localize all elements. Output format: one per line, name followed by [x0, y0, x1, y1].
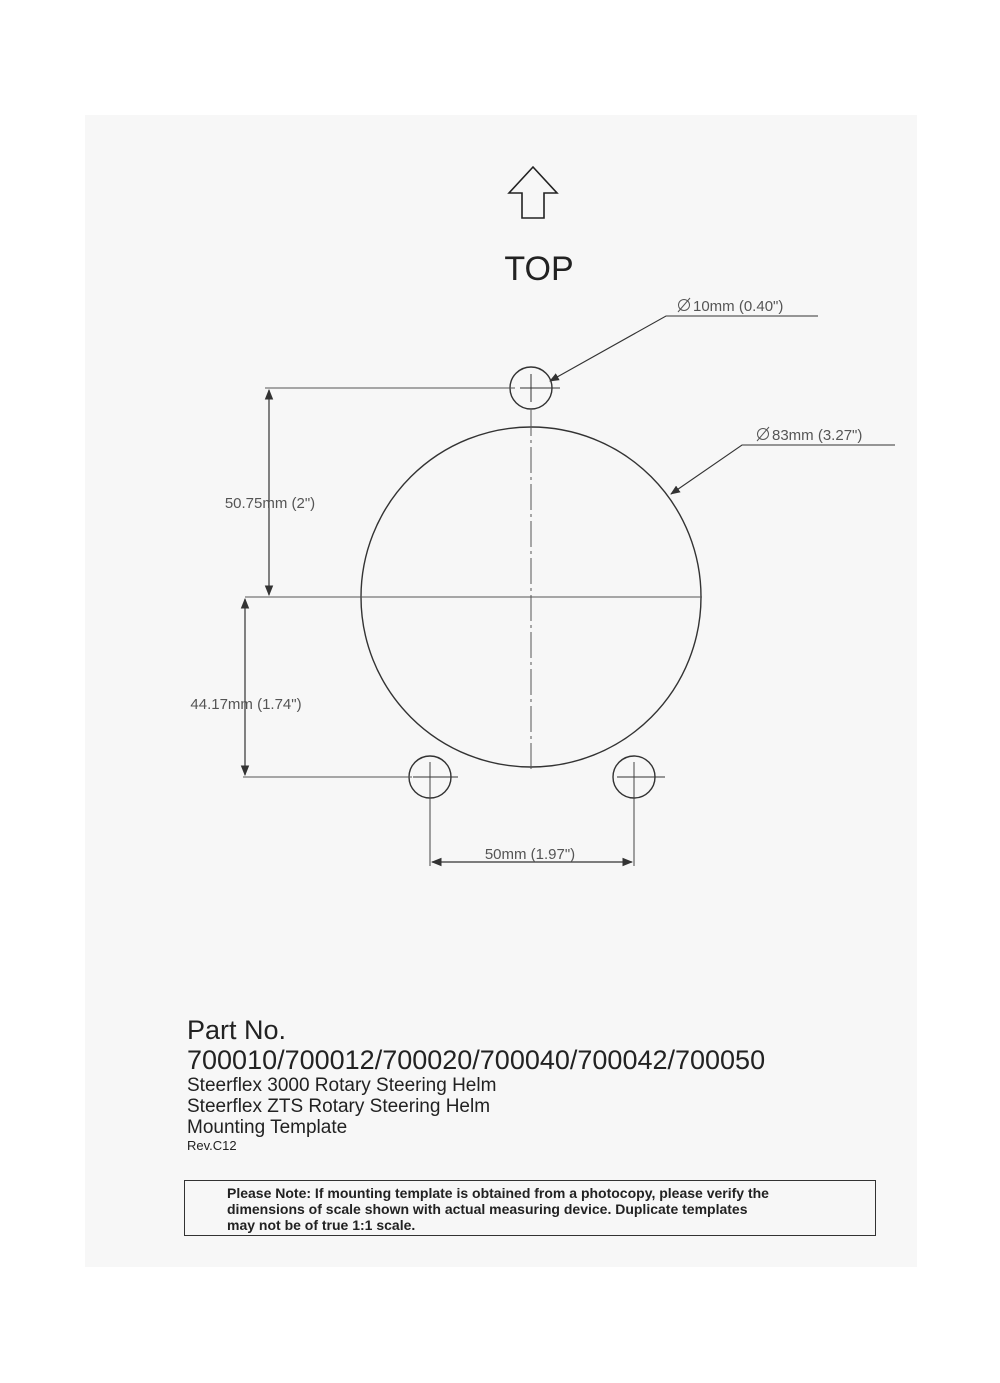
top-offset-dimension-text: 50.75mm (2")	[224, 495, 316, 512]
up-arrow-icon	[509, 167, 557, 218]
note-line-3: may not be of true 1:1 scale.	[227, 1217, 416, 1233]
template-title: Mounting Template	[187, 1117, 348, 1138]
large-hole-leader-line	[671, 445, 895, 494]
diameter-symbol-slash	[757, 427, 769, 441]
product-line-2: Steerflex ZTS Rotary Steering Helm	[187, 1096, 491, 1117]
scale-note-text	[227, 1185, 875, 1233]
product-line-1: Steerflex 3000 Rotary Steering Helm	[187, 1075, 497, 1096]
revision-label: Rev.C12	[187, 1138, 237, 1153]
note-line-2: dimensions of scale shown with actual measuring device. Duplicate templates	[227, 1201, 748, 1217]
small-hole-leader-line	[550, 316, 818, 381]
part-numbers: 700010/700012/700020/700040/700042/700050	[187, 1045, 766, 1075]
scale-note-box	[184, 1180, 876, 1236]
note-line-1: Please Note: If mounting template is obtained from a photocopy, please verify the	[227, 1185, 769, 1201]
title-block	[187, 1015, 765, 1154]
large-hole-diameter-text: 83mm (3.27")	[772, 427, 863, 444]
part-no-label: Part No.	[187, 1015, 287, 1045]
large-hole-diameter-callout	[757, 427, 862, 444]
small-hole-diameter-callout	[678, 298, 783, 315]
top-label: TOP	[504, 250, 574, 288]
hole-spacing-dimension-text: 50mm (1.97")	[484, 846, 576, 863]
small-hole-diameter-text: 10mm (0.40")	[693, 298, 784, 315]
diameter-symbol-slash	[678, 298, 690, 312]
bottom-offset-dimension-text: 44.17mm (1.74")	[190, 696, 302, 713]
